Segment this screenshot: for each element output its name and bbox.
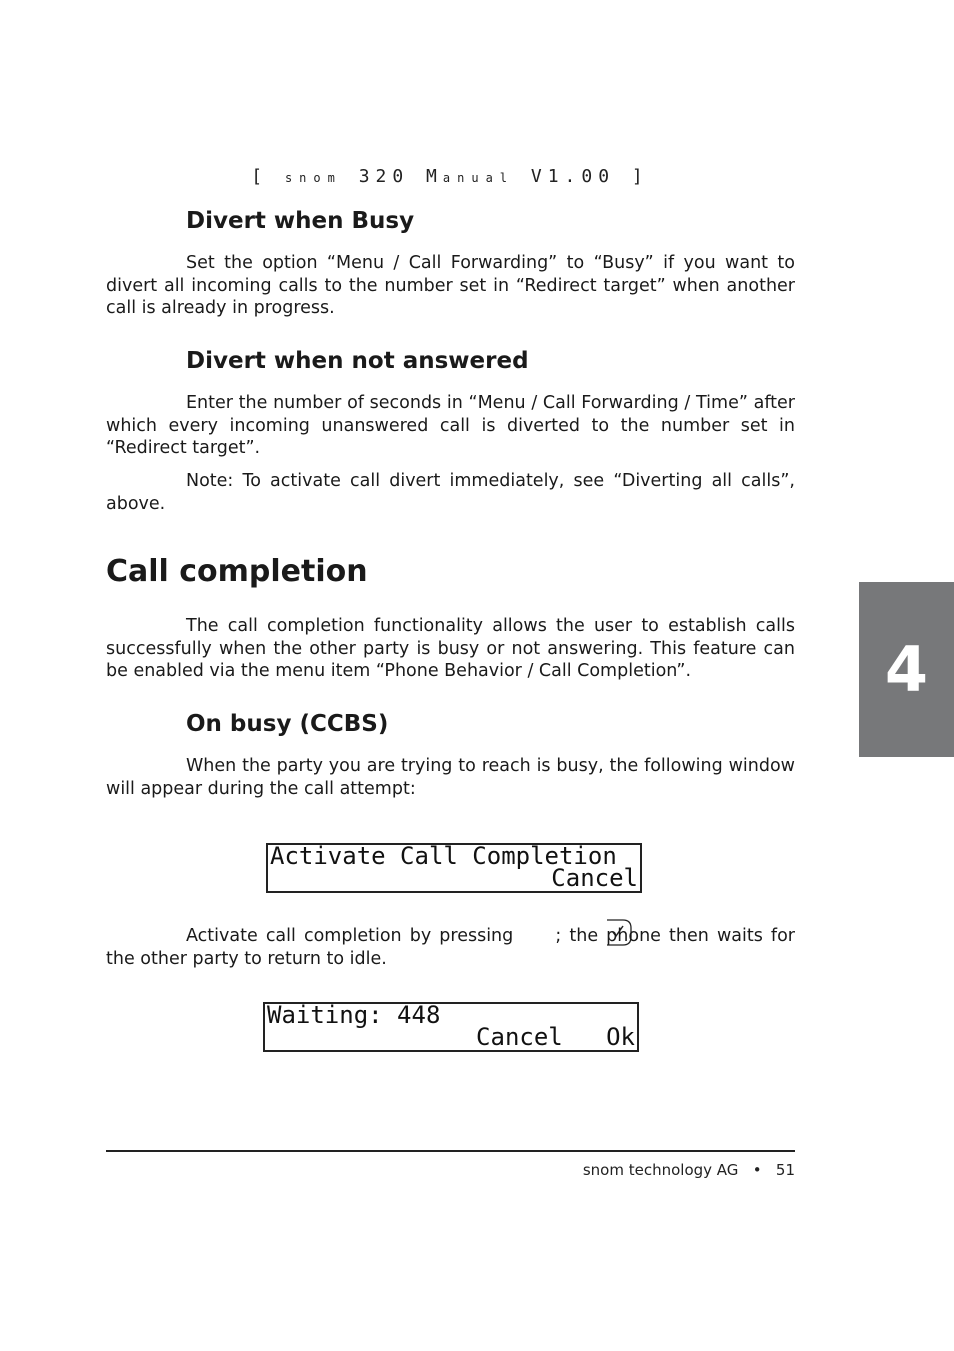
footer-company: snom technology AG bbox=[582, 1161, 739, 1179]
page-number: 51 bbox=[775, 1161, 795, 1179]
paragraph-divert-not-answered: Enter the number of seconds in “Menu / Call Forwarding / Time” after which every incoming unanswered call is diverted to the number set in “Redirect target”. bbox=[106, 393, 795, 458]
header-brand: snom bbox=[284, 171, 342, 185]
footer-rule bbox=[106, 1150, 795, 1152]
running-header: [ snom 320 Manual V1.00 ] bbox=[251, 166, 649, 187]
lcd-waiting-line: Waiting: 448 bbox=[267, 1001, 441, 1029]
lcd-softkeys: Cancel Ok bbox=[476, 1023, 635, 1051]
heading-on-busy: On busy (CCBS) bbox=[186, 711, 389, 737]
paragraph-call-completion: The call completion functionality allows the user to establish calls successfully when the other party is busy or not answering. This feature can be enabled via the menu item “Phone Behavior / Call Completion”. bbox=[106, 616, 795, 681]
lcd-waiting bbox=[263, 1002, 639, 1052]
heading-divert-not-answered: Divert when not answered bbox=[186, 348, 529, 374]
footer-bullet: • bbox=[752, 1161, 762, 1179]
lcd-cancel-softkey: Cancel bbox=[551, 864, 638, 892]
chapter-number: 4 bbox=[884, 633, 929, 706]
paragraph-activate: Activate call completion by pressing ; the phone then waits for the other party to return to idle. bbox=[106, 917, 795, 970]
heading-call-completion: Call completion bbox=[106, 554, 368, 589]
checkmark-key-icon bbox=[523, 917, 553, 947]
page-footer bbox=[106, 1161, 795, 1179]
chapter-tab bbox=[859, 582, 954, 757]
heading-divert-busy: Divert when Busy bbox=[186, 208, 415, 234]
paragraph-divert-busy: Set the option “Menu / Call Forwarding” to “Busy” if you want to divert all incoming calls to the number set in “Redirect target” when another call is already in progress. bbox=[106, 253, 795, 318]
lcd-line: Activate Call Completion bbox=[270, 842, 617, 870]
lcd-activate-call-completion bbox=[266, 843, 642, 893]
paragraph-note: Note: To activate call divert immediately, see “Diverting all calls”, above. bbox=[106, 471, 795, 514]
paragraph-on-busy: When the party you are trying to reach is busy, the following window will appear during the call attempt: bbox=[106, 756, 795, 799]
